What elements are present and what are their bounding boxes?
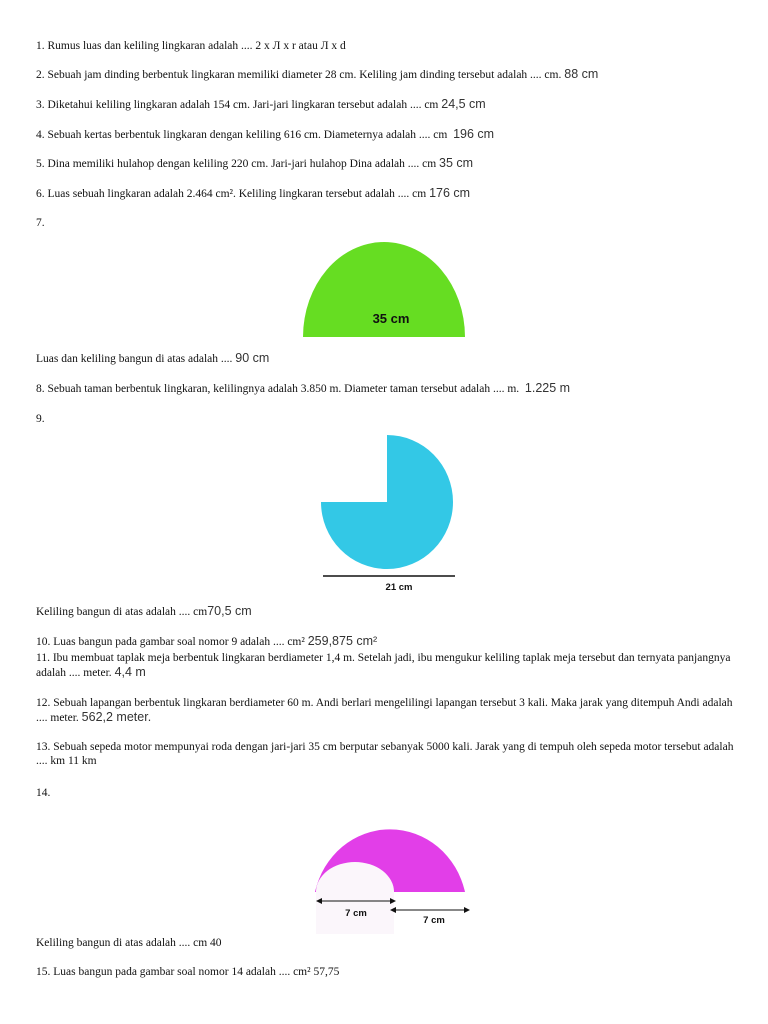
arch-inner-cutout xyxy=(316,862,394,934)
question-3-answer: 24,5 cm xyxy=(441,97,486,111)
question-8-text: 8. Sebuah taman berbentuk lingkaran, kelilingnya adalah 3.850 m. Diameter taman tersebut adalah .... m. xyxy=(36,383,520,395)
question-6 xyxy=(36,186,736,201)
question-8-answer: 1.225 m xyxy=(524,381,571,395)
semicircle-figure xyxy=(300,240,468,338)
question-14-prompt xyxy=(36,936,736,950)
question-9-prompt-text: Keliling bangun di atas adalah .... cm xyxy=(36,606,208,618)
question-5-answer: 35 cm xyxy=(439,156,474,170)
question-10-text: 10. Luas bangun pada gambar soal nomor 9 adalah .... cm² xyxy=(36,636,305,648)
question-7-answer: 90 cm xyxy=(235,351,270,365)
arch-figure xyxy=(308,806,478,936)
semicircle-label: 35 cm xyxy=(372,311,410,326)
question-7 xyxy=(36,216,736,230)
question-11 xyxy=(36,651,736,680)
question-9-answer: 70,5 cm xyxy=(207,604,252,618)
question-7-text: 7. xyxy=(36,217,45,229)
question-2-answer: 88 cm xyxy=(564,67,599,81)
question-4 xyxy=(36,127,736,142)
question-3 xyxy=(36,97,736,112)
question-7-prompt xyxy=(36,351,736,366)
question-7-prompt-text: Luas dan keliling bangun di atas adalah .... xyxy=(36,353,233,365)
question-2 xyxy=(36,67,736,82)
question-12 xyxy=(36,696,736,725)
question-6-answer: 176 cm xyxy=(429,186,471,200)
question-1-text: 1. Rumus luas dan keliling lingkaran adalah .... 2 x Л x r atau Л x d xyxy=(36,40,346,52)
question-10-answer: 259,875 cm² xyxy=(307,634,378,648)
three-quarter-circle-figure xyxy=(315,432,465,594)
arch-right-arrow-head-right xyxy=(464,907,470,913)
question-3-text: 3. Diketahui keliling lingkaran adalah 154 cm. Jari-jari lingkaran tersebut adalah .... cm xyxy=(36,99,439,111)
question-11-text: 11. Ibu membuat taplak meja berbentuk lingkaran berdiameter 1,4 m. Setelah jadi, ibu mengukur keliling taplak meja tersebut dan ternyata panjangnya adalah .... meter. xyxy=(36,652,731,679)
question-14-text: 14. xyxy=(36,787,51,799)
question-11-answer: 4,4 m xyxy=(114,665,146,679)
question-5 xyxy=(36,156,736,171)
question-4-text: 4. Sebuah kertas berbentuk lingkaran dengan keliling 616 cm. Diameternya adalah .... cm xyxy=(36,129,448,141)
arch-label-left: 7 cm xyxy=(345,908,367,919)
question-13 xyxy=(36,740,736,768)
three-quarter-circle-shape xyxy=(321,435,453,569)
question-14-prompt-text: Keliling bangun di atas adalah .... cm 40 xyxy=(36,937,222,949)
question-5-text: 5. Dina memiliki hulahop dengan keliling 220 cm. Jari-jari hulahop Dina adalah .... cm xyxy=(36,158,437,170)
question-9-text: 9. xyxy=(36,413,45,425)
question-13-text: 13. Sebuah sepeda motor mempunyai roda dengan jari-jari 35 cm berputar sebanyak 5000 kali. Jarak yang di tempuh oleh sepeda motor tersebut adalah .... km 11 km xyxy=(36,741,734,767)
three-quarter-label: 21 cm xyxy=(385,582,413,593)
question-14 xyxy=(36,786,736,800)
question-8 xyxy=(36,381,736,396)
question-9-prompt xyxy=(36,604,736,619)
arch-label-right: 7 cm xyxy=(423,915,445,926)
question-15-text: 15. Luas bangun pada gambar soal nomor 14 adalah .... cm² 57,75 xyxy=(36,966,340,978)
question-9 xyxy=(36,412,736,426)
question-10 xyxy=(36,634,736,649)
question-12-text: 12. Sebuah lapangan berbentuk lingkaran berdiameter 60 m. Andi berlari mengelilingi lapangan tersebut 3 kali. Maka jarak yang ditempuh Andi adalah .... meter. xyxy=(36,697,733,724)
question-6-text: 6. Luas sebuah lingkaran adalah 2.464 cm². Keliling lingkaran tersebut adalah .... cm xyxy=(36,188,427,200)
question-2-text: 2. Sebuah jam dinding berbentuk lingkaran memiliki diameter 28 cm. Keliling jam dinding tersebut adalah .... cm. xyxy=(36,69,562,81)
question-15 xyxy=(36,965,736,979)
question-4-answer: 196 cm xyxy=(453,127,495,141)
question-1 xyxy=(36,39,736,53)
question-12-answer: 562,2 meter. xyxy=(81,710,152,724)
